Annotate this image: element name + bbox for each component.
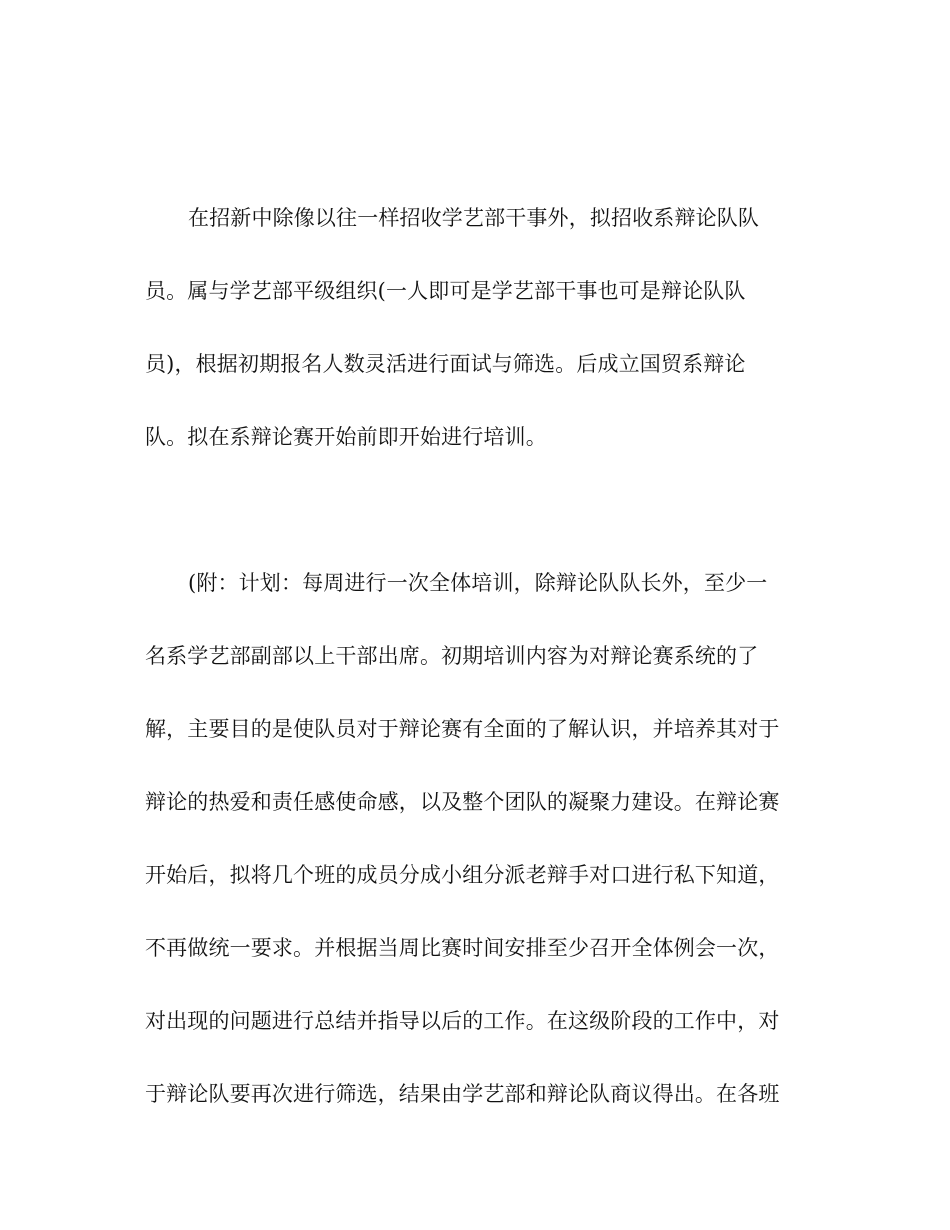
paragraph-2-line: 不再做统一要求。并根据当周比赛时间安排至少召开全体例会一次， [145,936,780,960]
paragraph-2-line: 解，主要目的是使队员对于辩论赛有全面的了解认识，并培养其对于 [145,717,780,741]
paragraph-2-line: 开始后，拟将几个班的成员分成小组分派老辩手对口进行私下知道， [145,863,780,887]
paragraph-2-line: 对出现的问题进行总结并指导以后的工作。在这级阶段的工作中，对 [145,1009,780,1033]
paragraph-1-line: 员。属与学艺部平级组织(一人即可是学艺部干事也可是辩论队队 [145,279,746,303]
paragraph-1-line: 员)，根据初期报名人数灵活进行面试与筛选。后成立国贸系辩论 [145,352,746,376]
paragraph-2-line: 于辩论队要再次进行筛选，结果由学艺部和辩论队商议得出。在各班 [145,1082,780,1106]
paragraph-2-line: (附：计划：每周进行一次全体培训，除辩论队队长外，至少一 [188,571,768,595]
paragraph-2-line: 辩论的热爱和责任感使命感，以及整个团队的凝聚力建设。在辩论赛 [145,790,780,814]
paragraph-1-line: 队。拟在系辩论赛开始前即开始进行培训。 [145,425,547,449]
paragraph-1-line: 在招新中除像以往一样招收学艺部干事外，拟招收系辩论队队 [188,206,760,230]
paragraph-2-line: 名系学艺部副部以上干部出席。初期培训内容为对辩论赛系统的了 [145,644,759,668]
